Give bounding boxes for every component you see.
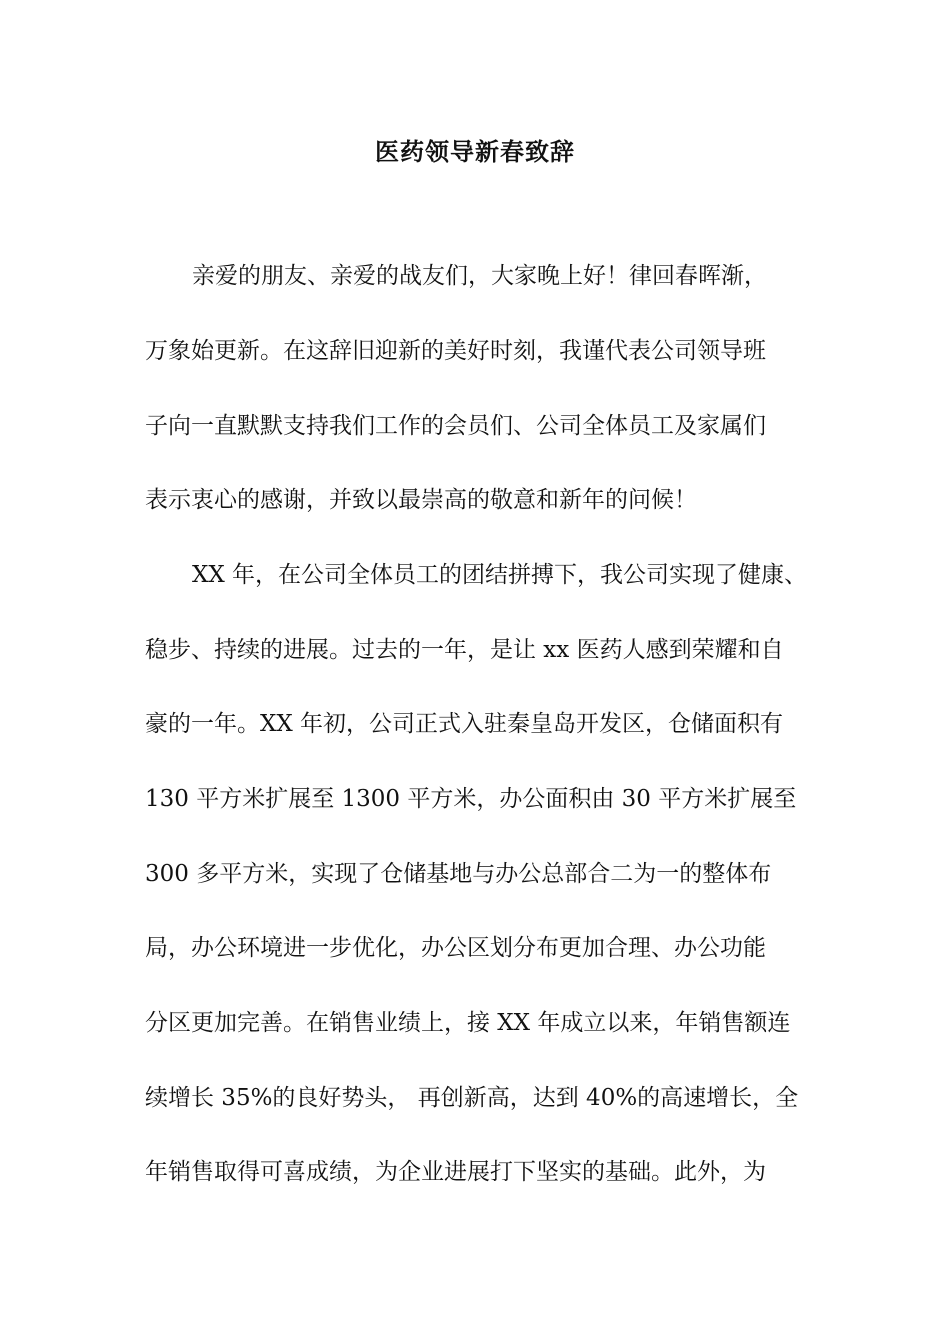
paragraph-line: 万象始更新。在这辞旧迎新的美好时刻，我谨代表公司领导班	[145, 338, 766, 364]
paragraph-line: 300 多平方米，实现了仓储基地与办公总部合二为一的整体布	[145, 861, 772, 887]
paragraph-line: 续增长 35%的良好势头， 再创新高，达到 40%的高速增长，全	[145, 1085, 799, 1111]
paragraph-line: 豪的一年。XX 年初，公司正式入驻秦皇岛开发区，仓储面积有	[145, 711, 784, 737]
paragraph-line: 稳步、持续的进展。过去的一年，是让 xx 医药人感到荣耀和自	[145, 637, 784, 663]
paragraph-line: 130 平方米扩展至 1300 平方米，办公面积由 30 平方米扩展至	[145, 786, 797, 812]
paragraph-line: 分区更加完善。在销售业绩上，接 XX 年成立以来，年销售额连	[145, 1010, 791, 1036]
paragraph-line: 子向一直默默支持我们工作的会员们、公司全体员工及家属们	[145, 413, 766, 439]
paragraph-line: 年销售取得可喜成绩，为企业进展打下坚实的基础。此外，为	[145, 1159, 766, 1185]
paragraph-line: 局，办公环境进一步优化，办公区划分布更加合理、办公功能	[145, 935, 766, 961]
paragraph-line: XX 年，在公司全体员工的团结拼搏下，我公司实现了健康、	[192, 562, 808, 588]
document-title: 医药领导新春致辞	[375, 137, 575, 166]
paragraph-line: 表示衷心的感谢，并致以最崇高的敬意和新年的问候！	[145, 487, 697, 513]
paragraph-line: 亲爱的朋友、亲爱的战友们，大家晚上好！律回春晖渐，	[192, 263, 767, 289]
